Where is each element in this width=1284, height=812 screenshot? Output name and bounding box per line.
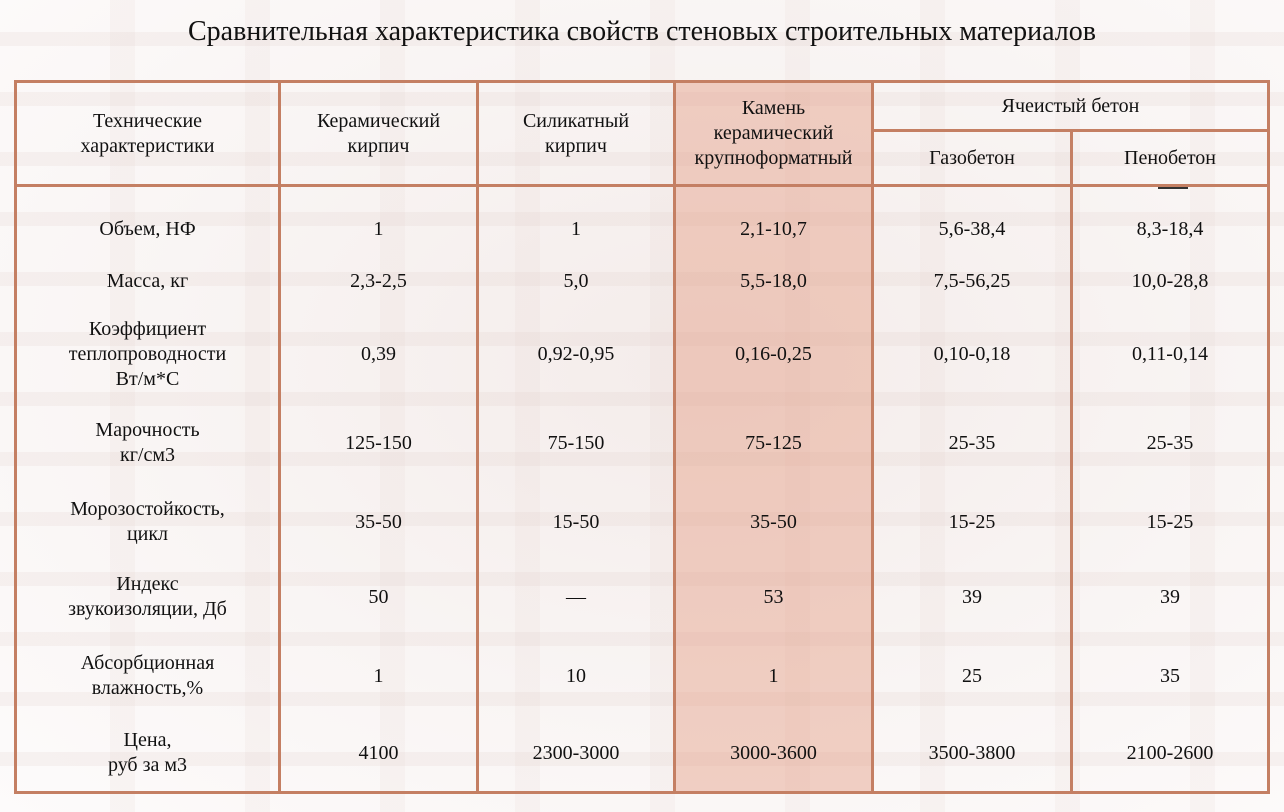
table-cell: 0,92-0,95 <box>537 342 615 365</box>
header-aerated-concrete: Газобетон <box>929 146 1015 169</box>
table-cell: 39 <box>962 585 982 608</box>
table-cell: 15-50 <box>552 510 600 533</box>
table-cell: 4100 <box>358 741 399 764</box>
table-cell: 75-125 <box>745 431 802 454</box>
table-cell: 2100-2600 <box>1126 741 1214 764</box>
page-title: Сравнительная характеристика свойств стеновых строительных материалов <box>188 16 1096 47</box>
row-label: Коэффициент теплопроводности Вт/м*С <box>68 317 227 390</box>
table-cell: 2,1-10,7 <box>740 217 807 240</box>
header-silicate-brick: Силикатный кирпич <box>522 109 630 157</box>
table-cell: 0,10-0,18 <box>933 342 1011 365</box>
table-cell: 25-35 <box>948 431 996 454</box>
table-cell: — <box>566 585 586 608</box>
row-label: Масса, кг <box>106 269 189 292</box>
table-cell: 1 <box>768 664 779 687</box>
table-cell: 5,6-38,4 <box>938 217 1006 240</box>
header-foam-concrete: Пенобетон <box>1124 146 1216 169</box>
table-cell: 15-25 <box>948 510 996 533</box>
table-cell: 5,5-18,0 <box>740 269 807 292</box>
table-cell: 125-150 <box>345 431 412 454</box>
table-cell: 35-50 <box>750 510 797 533</box>
row-label: Цена, руб за м3 <box>107 729 188 776</box>
table-cell: 8,3-18,4 <box>1136 217 1204 240</box>
table-cell: 0,16-0,25 <box>735 342 812 365</box>
table-cell: 2,3-2,5 <box>350 269 407 292</box>
decorative-dash <box>1158 187 1188 189</box>
table-cell: 35-50 <box>355 510 402 533</box>
table-cell: 1 <box>373 664 384 687</box>
table-cell: 7,5-56,25 <box>933 269 1011 292</box>
header-divider <box>14 184 1270 187</box>
table-cell: 53 <box>763 585 784 608</box>
header-characteristics: Технические характеристики <box>80 109 215 157</box>
header-ceramic-stone: Камень керамический крупноформатный <box>694 97 853 169</box>
header-cellular-concrete: Ячеистый бетон <box>1001 94 1140 117</box>
table-cell: 75-150 <box>547 431 605 454</box>
row-label: Марочность кг/см3 <box>95 419 200 466</box>
row-label: Индекс звукоизоляции, Дб <box>68 573 227 620</box>
table-cell: 35 <box>1160 664 1180 687</box>
table-cell: 5,0 <box>563 269 589 292</box>
table-cell: 25-35 <box>1146 431 1194 454</box>
table-cell: 0,39 <box>361 342 396 365</box>
row-label: Абсорбционная влажность,% <box>80 652 215 699</box>
table-cell: 15-25 <box>1146 510 1194 533</box>
table-cell: 25 <box>962 664 982 687</box>
header-ceramic-brick: Керамический кирпич <box>316 109 441 157</box>
table-cell: 10,0-28,8 <box>1131 269 1209 292</box>
table-cell: 1 <box>373 217 384 240</box>
table-cell: 39 <box>1160 585 1180 608</box>
table-cell: 0,11-0,14 <box>1132 342 1208 365</box>
table-cell: 3000-3600 <box>730 741 817 764</box>
table-cell: 10 <box>566 664 586 687</box>
row-label: Морозостойкость, цикл <box>70 498 225 545</box>
row-label: Объем, НФ <box>99 217 196 240</box>
table-cell: 50 <box>368 585 389 608</box>
table-cell: 3500-3800 <box>928 741 1016 764</box>
table-cell: 2300-3000 <box>532 741 620 764</box>
table-cell: 1 <box>571 217 581 240</box>
